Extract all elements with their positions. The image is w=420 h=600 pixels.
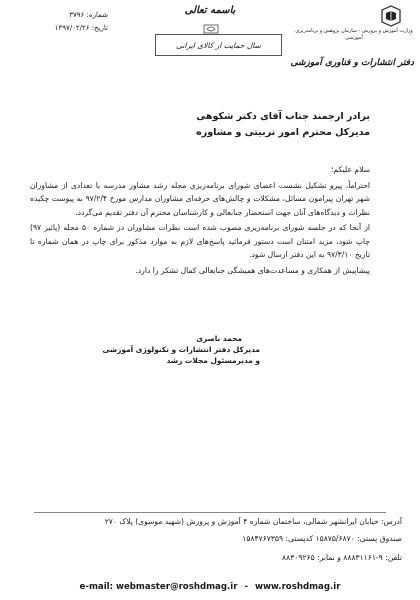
recipient-line-2: مدیرکل محترم امور تربیتی و مشاوره (196, 127, 370, 138)
footer-address: آدرس: خیابان ایرانشهر شمالی، ساختمان شماره ۴ آموزش و پرورش (شهید موسوی) پلاک ۲۷۰ (104, 517, 402, 526)
signature-block (80, 333, 260, 366)
flag-emblem-icon (203, 24, 219, 34)
signatory-title-2: و مدیرمسئول مجلات رشد (166, 356, 260, 365)
slogan-banner-text: سال حمایت از کالای ایرانی (176, 40, 261, 50)
ministry-logo-icon (380, 4, 402, 28)
slogan-banner (155, 34, 282, 56)
footer-email[interactable]: e-mail: webmaster@roshdmag.ir (79, 582, 238, 592)
footer-website[interactable]: www.roshdmag.ir (255, 582, 341, 592)
org-main-title: دفتر انتشارات و فناوری آموزشی (290, 58, 414, 68)
org-ministry: وزارت آموزش و پرورش - سازمان پژوهش و برنامه‌ریزی آموزشی (295, 28, 413, 41)
letter-date (38, 23, 108, 34)
letter-number (38, 10, 108, 21)
body-paragraph-3: پیشاپیش از همکاری و مساعدت‌های همیشگی جنابعالی کمال تشکر را دارد. (135, 265, 370, 275)
motto: باسمه تعالی (184, 5, 236, 16)
letter-body (30, 163, 370, 277)
body-paragraph-1: احتراماً، پیرو تشکیل نشست اعضای شورای برنامه‌ریزی مجله رشد مشاور مدرسه با تعدادی از مشاوران شهر تهران پیرامون مسائل، مشکلات و چالش‌های حرفه‌ای مشاوران مدارس مورخ ۹۷/۲/۴ به پیوست چکیده نظرات و دیدگاه‌های آنان جهت استحضار جنابعالی و کارشناسان محترم آن دفتر تقدیم می‌گردد. (30, 180, 371, 217)
footer-divider (34, 512, 386, 513)
recipient-line-1: برادر ارجمند جناب آقای دکتر شکوهی (196, 111, 370, 122)
salutation: سلام علیکم؛ (330, 165, 370, 174)
signatory-title-1: مدیرکل دفتر انتشارات و تکنولوژی آموزشی (102, 345, 260, 354)
letter-date-label: تاریخ: (91, 24, 108, 32)
signatory-name: محمد ناصری (196, 334, 242, 343)
footer-phone: تلفن: ۹-۸۸۸۳۱۱۶۱ و نمابر: ۸۸۳۰۹۲۶۵ (282, 553, 402, 562)
footer-postal: صندوق پستی: ۱۵۸۷۵/۶۸۷۰ کدپستی: ۱۵۸۴۷۶۷۳۵۹ (242, 534, 402, 543)
footer-web-contacts (40, 582, 380, 592)
letter-number-value: ۳۷۹۶ (69, 11, 85, 19)
letter-date-value: ۱۳۹۷/۰۲/۲۶ (54, 24, 90, 32)
body-paragraph-2: از آنجا که در جلسه شورای برنامه‌ریزی مصوب شده است نظرات مشاوران در شماره ۵۰ مجله (پائیز ۹۷) چاپ شود، مزید امتنان است دستور فرمائید پاسخ‌های لازم به موارد مذکور برای چاپ در همان شماره تا تاریخ ۹۷/۳/۱۰ به این دفتر ارسال شود. (30, 223, 370, 259)
footer-separator: - (244, 582, 249, 592)
letter-number-label: شماره: (86, 11, 108, 19)
